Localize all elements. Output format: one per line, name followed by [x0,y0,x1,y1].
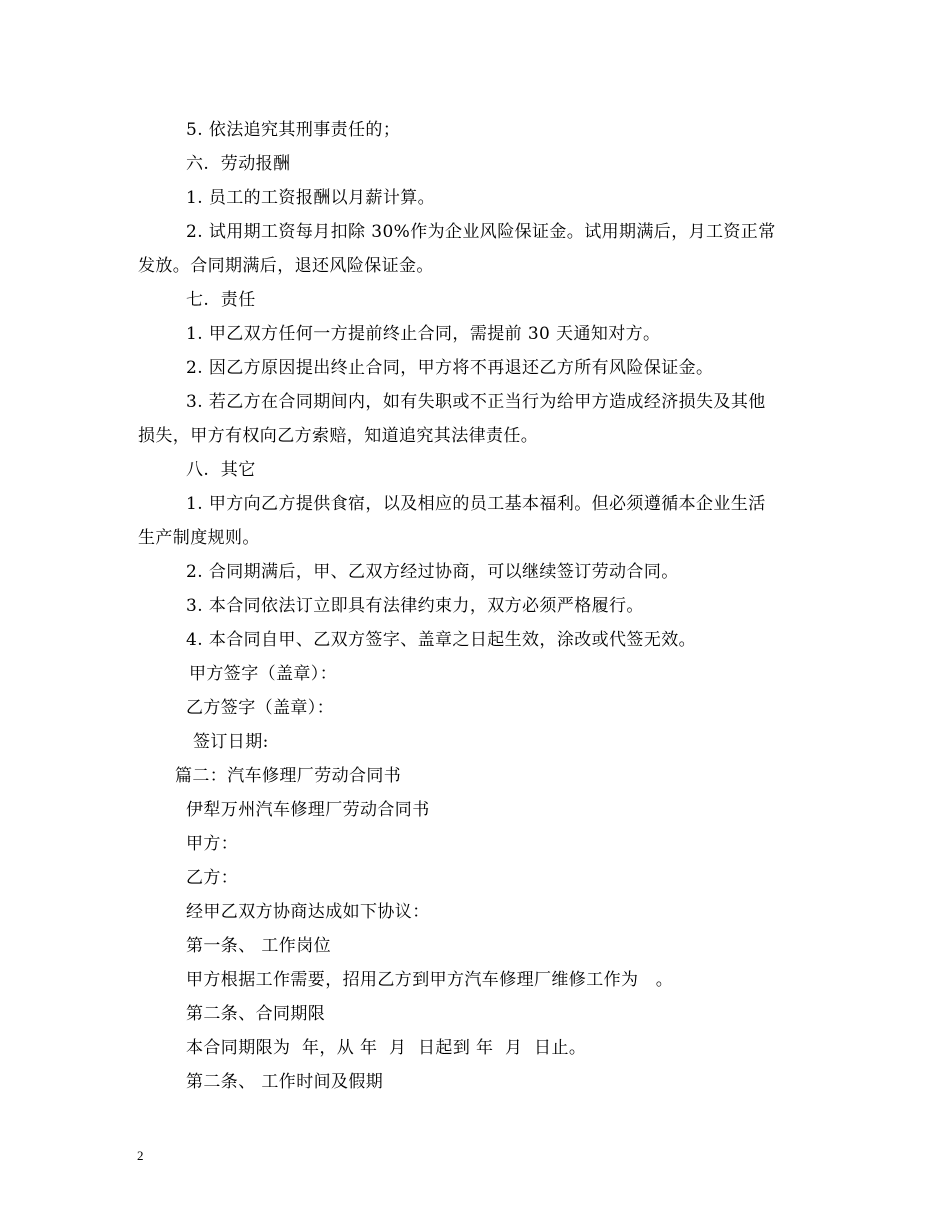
section-7-item-2: 2. 因乙方原因提出终止合同，甲方将不再退还乙方所有风险保证金。 [186,358,714,378]
section-6-item-1: 1. 员工的工资报酬以月薪计算。 [186,188,436,208]
section-6-heading: 六. 劳动报酬 [186,154,291,174]
article-2-text: 本合同期限为 年，从 年 月 日起到 年 月 日止。 [186,1038,587,1058]
contract-title: 伊犁万州汽车修理厂劳动合同书 [186,800,430,820]
article-1-heading: 第一条、 工作岗位 [186,936,332,956]
section-8-item-3: 3. 本合同依法订立即具有法律约束力，双方必须严格履行。 [186,596,644,616]
article-2-work-hours-heading: 第二条、 工作时间及假期 [186,1072,384,1092]
party-a-label: 甲方： [186,834,239,854]
item-5-criminal-liability: 5. 依法追究其刑事责任的； [186,120,401,140]
article-2-heading: 第二条、合同期限 [186,1004,326,1024]
party-b-signature-line: 乙方签字（盖章）： [186,698,335,718]
section-6-item-2-cont: 发放。合同期满后，退还风险保证金。 [138,256,434,276]
section-8-item-2: 2. 合同期满后，甲、乙双方经过协商，可以继续签订劳动合同。 [186,562,679,582]
article-1-text: 甲方根据工作需要，招用乙方到甲方汽车修理厂维修工作为 。 [186,970,674,990]
section-8-heading: 八. 其它 [186,460,256,480]
signing-date-line: 签订日期: [193,732,269,752]
section-7-item-3: 3. 若乙方在合同期间内，如有失职或不正当行为给甲方造成经济损失及其他 [186,392,766,412]
part-two-title: 篇二：汽车修理厂劳动合同书 [175,766,402,786]
section-8-item-1: 1. 甲方向乙方提供食宿，以及相应的员工基本福利。但必须遵循本企业生活 [186,494,766,514]
section-7-item-3-cont: 损失，甲方有权向乙方索赔，知道追究其法律责任。 [138,426,539,446]
party-a-signature-line: 甲方签字（盖章）： [189,664,338,684]
page-number: 2 [137,1148,144,1163]
section-6-item-2: 2. 试用期工资每月扣除 30%作为企业风险保证金。试用期满后，月工资正常 [186,222,776,242]
section-8-item-1-cont: 生产制度规则。 [138,528,260,548]
agreement-intro: 经甲乙双方协商达成如下协议： [186,902,430,922]
section-7-heading: 七. 责任 [186,290,256,310]
section-8-item-4: 4. 本合同自甲、乙双方签字、盖章之日起生效，涂改或代签无效。 [186,630,697,650]
section-7-item-1: 1. 甲乙双方任何一方提前终止合同，需提前 30 天通知对方。 [186,324,661,344]
party-b-label: 乙方： [186,868,239,888]
